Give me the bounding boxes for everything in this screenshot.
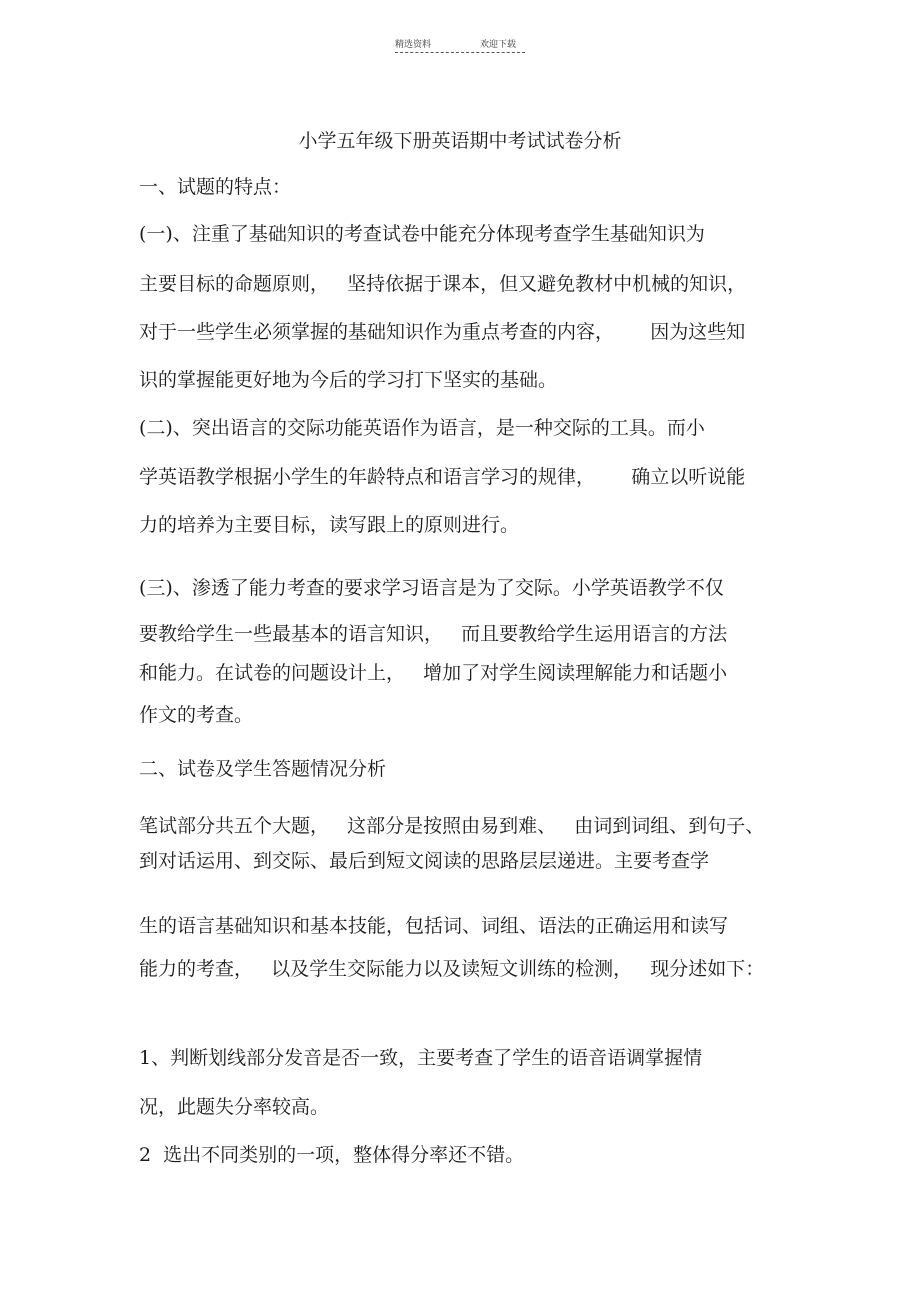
header-rule	[395, 52, 525, 53]
paragraph-line: (三)、渗透了能力考查的要求学习语言是为了交际。小学英语教学不仅	[139, 577, 724, 599]
document-title: 小学五年级下册英语期中考试试卷分析	[298, 130, 622, 152]
paragraph-line: 和能力。在试卷的问题设计上， 增加了对学生阅读理解能力和话题小	[139, 662, 728, 684]
paragraph-line: 学英语教学根据小学生的年龄特点和语言学习的规律， 确立以听说能	[139, 466, 746, 488]
paragraph-line: 2 选出不同类别的一项，整体得分率还不错。	[139, 1144, 525, 1166]
section-heading-1: 一、试题的特点：	[139, 176, 292, 198]
paragraph-line: 况，此题失分率较高。	[139, 1096, 330, 1118]
paragraph-line: 主要目标的命题原则， 坚持依据于课本，但又避免教材中机械的知识，	[139, 273, 747, 295]
paragraph-line: 要教给学生一些最基本的语言知识， 而且要教给学生运用语言的方法	[139, 623, 728, 645]
paragraph-line: 生的语言基础知识和基本技能，包括词、词组、语法的正确运用和读写	[139, 915, 729, 937]
paragraph-line: 1、判断划线部分发音是否一致，主要考查了学生的语音语调掌握情	[139, 1047, 703, 1069]
paragraph-line: 识的掌握能更好地为今后的学习打下坚实的基础。	[139, 369, 558, 391]
paragraph-line: 到对话运用、到交际、最后到短文阅读的思路层层递进。主要考查学	[139, 850, 710, 872]
paragraph-line: 作文的考查。	[139, 704, 254, 726]
paragraph-line: 对于一些学生必须掌握的基础知识作为重点考查的内容， 因为这些知	[139, 321, 746, 343]
paragraph-line: 能力的考查， 以及学生交际能力以及读短文训练的检测， 现分述如下：	[139, 958, 765, 980]
paragraph-line: 笔试部分共五个大题， 这部分是按照由易到难、 由词到词组、到句子、	[139, 815, 765, 837]
header-left-text: 精选资料	[395, 40, 432, 50]
header-right-text: 欢迎下载	[480, 40, 517, 50]
paragraph-line: (二)、突出语言的交际功能英语作为语言，是一种交际的工具。而小	[139, 417, 705, 439]
paragraph-line: (一)、注重了基础知识的考查试卷中能充分体现考查学生基础知识为	[139, 223, 705, 245]
section-heading-2: 二、试卷及学生答题情况分析	[139, 758, 387, 780]
paragraph-line: 力的培养为主要目标，读写跟上的原则进行。	[139, 514, 520, 536]
